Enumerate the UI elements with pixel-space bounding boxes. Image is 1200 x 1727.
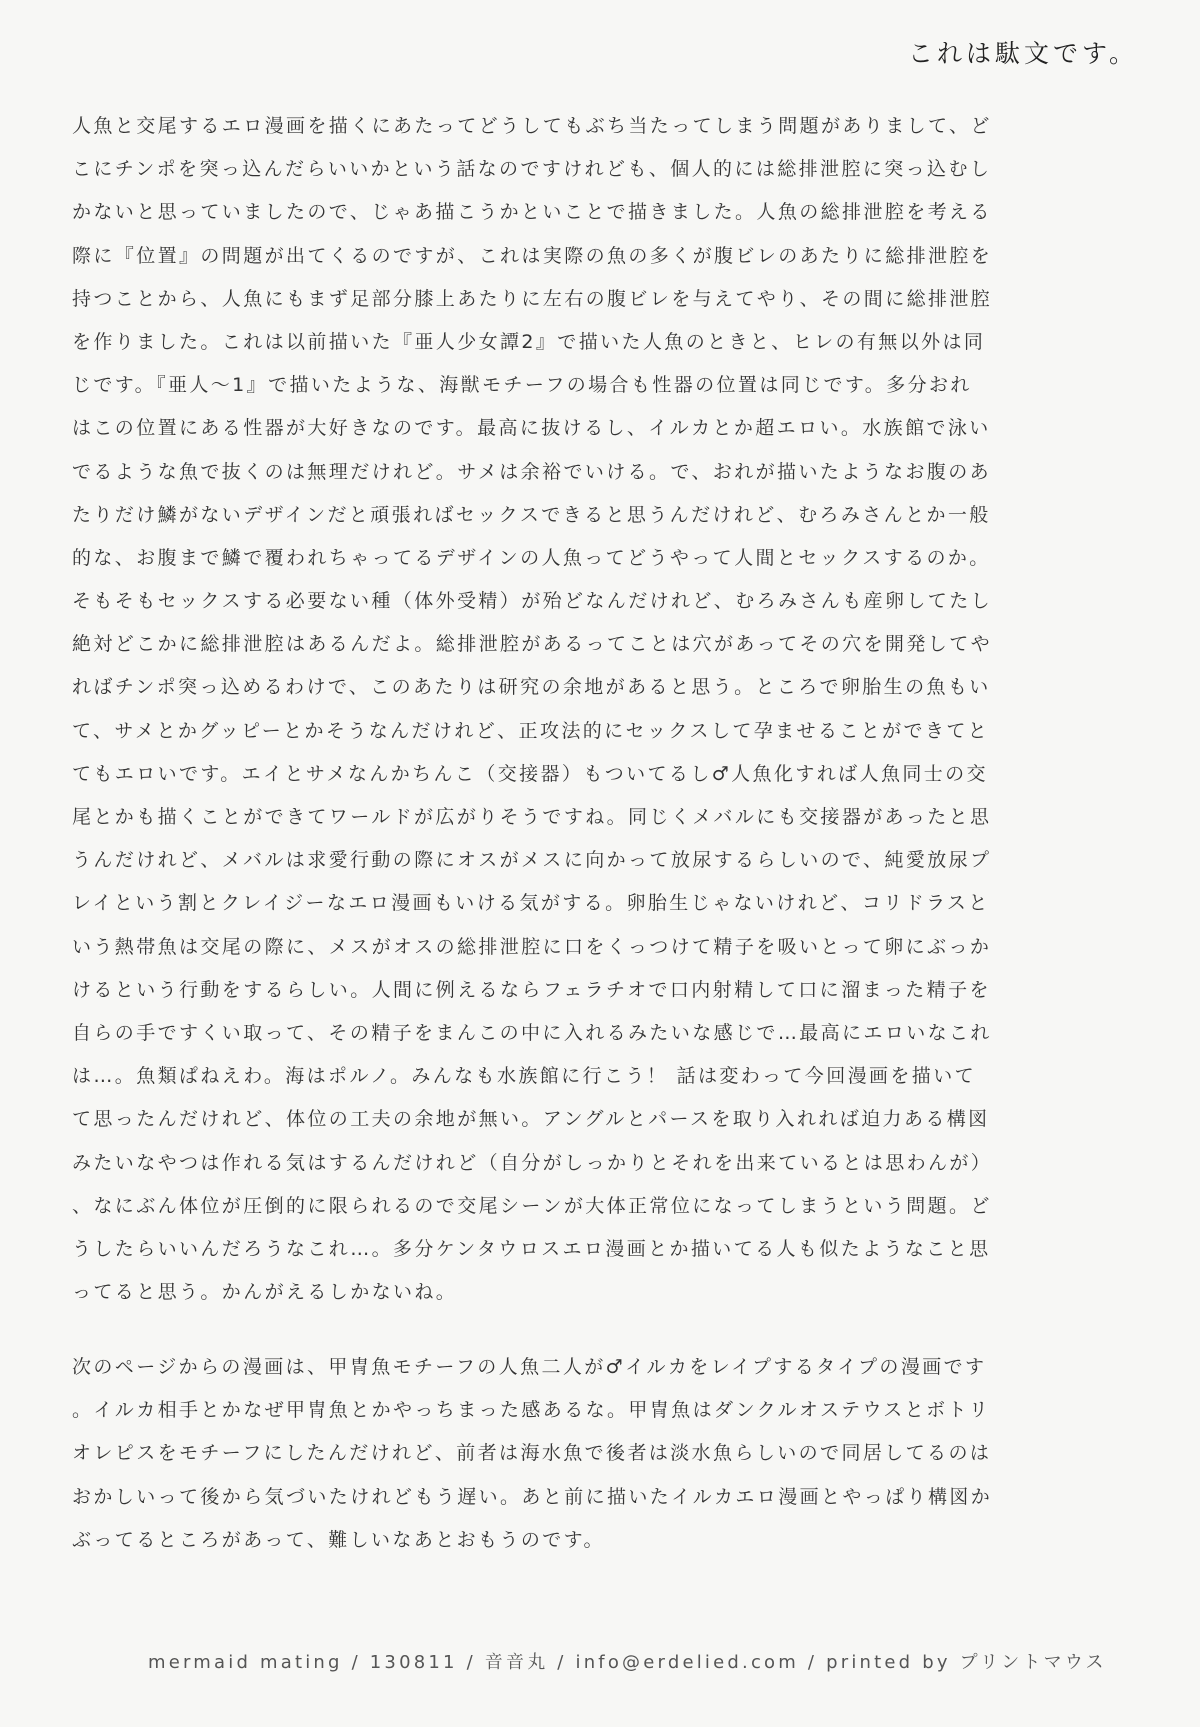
text-line: 絶対どこかに総排泄腔はあるんだよ。総排泄腔があるってことは穴があってその穴を開発してや: [72, 633, 993, 656]
colophon: mermaid mating / 130811 / 音音丸 / info@erdelied.com / printed by プリントマウス: [148, 1652, 1107, 1673]
essay-body: [72, 105, 1138, 1314]
page-title: これは駄文です。: [907, 39, 1138, 68]
text-line: て、サメとかグッピーとかそうなんだけれど、正攻法的にセックスして孕ませることができてと: [72, 719, 990, 742]
text-line: たりだけ鱗がないデザインだと頑張ればセックスできると思うんだけれど、むろみさんとか一般: [72, 503, 991, 526]
text-line: でるような魚で抜くのは無理だけれど。サメは余裕でいける。で、おれが描いたようなお腹のあ: [72, 460, 992, 483]
text-line: おかしいって後から気づいたけれどもう遅い。あと前に描いたイルカエロ漫画とやっぱり構図か: [72, 1485, 993, 1508]
text-line: 。イルカ相手とかなぜ甲冑魚とかやっちまった感あるな。甲冑魚はダンクルオステウスとボトリ: [72, 1399, 991, 1422]
text-line: 持つことから、人魚にもまず足部分膝上あたりに左右の腹ビレを与えてやり、その間に総排泄腔: [72, 287, 993, 310]
text-line: けるという行動をするらしい。人間に例えるならフェラチオで口内射精して口に溜まった精子を: [72, 978, 991, 1001]
text-line: 尾とかも描くことができてワールドが広がりそうですね。同じくメバルにも交接器があったと思: [72, 806, 992, 828]
text-line: レイという割とクレイジーなエロ漫画もいける気がする。卵胎生じゃないけれど、コリドラスと: [72, 892, 990, 915]
text-line: ればチンポ突っ込めるわけで、このあたりは研究の余地があると思う。ところで卵胎生の魚もい: [72, 676, 991, 699]
text-line: かないと思っていましたので、じゃあ描こうかといことで描きました。人魚の総排泄腔を考える: [72, 201, 992, 224]
text-line: ぶってるところがあって、難しいなあとおもうのです。: [72, 1528, 605, 1551]
text-line: て思ったんだけれど、体位の工夫の余地が無い。アングルとパースを取り入れれば迫力ある構図: [72, 1108, 990, 1131]
text-line: はこの位置にある性器が大好きなのです。最高に抜けるし、イルカとか超エロい。水族館で泳い: [72, 417, 991, 440]
text-line: 次のページからの漫画は、甲冑魚モチーフの人魚二人が♂イルカをレイプするタイプの漫画です: [72, 1356, 987, 1378]
text-line: オレピスをモチーフにしたんだけれど、前者は海水魚で後者は淡水魚らしいので同居してるのは: [72, 1442, 992, 1465]
text-line: 自らの手ですくい取って、その精子をまんこの中に入れるみたいな感じで…最高にエロいなこれ: [72, 1021, 992, 1044]
text-line: 人魚と交尾するエロ漫画を描くにあたってどうしてもぶち当たってしまう問題がありまして、ど: [72, 115, 992, 137]
text-line: は…。魚類ぱねえわ。海はポルノ。みんなも水族館に行こう！ 話は変わって今回漫画を描いて: [72, 1065, 977, 1088]
text-line: いう熱帯魚は交尾の際に、メスがオスの総排泄腔に口をくっつけて精子を吸いとって卵にぶっか: [72, 935, 992, 958]
text-line: ってると思う。かんがえるしかないね。: [72, 1281, 458, 1304]
text-line: じです。『亜人〜1』で描いたような、海獣モチーフの場合も性器の位置は同じです。多分おれ: [72, 374, 972, 397]
text-line: 、なにぶん体位が圧倒的に限られるので交尾シーンが大体正常位になってしまうという問題。ど: [72, 1194, 992, 1217]
text-line: そもそもセックスする必要ない種（体外受精）が殆どなんだけれど、むろみさんも産卵してたし: [72, 590, 993, 613]
text-line: うんだけれど、メバルは求愛行動の際にオスがメスに向かって放尿するらしいので、純愛放尿プ: [72, 849, 992, 872]
afterword-note: [72, 1346, 1138, 1562]
text-line: みたいなやつは作れる気はするんだけれど（自分がしっかりとそれを出来ているとは思わんが）: [72, 1151, 993, 1174]
text-line: てもエロいです。エイとサメなんかちんこ（交接器）もついてるし♂人魚化すれば人魚同士の交: [72, 762, 988, 785]
text-line: 際に『位置』の問題が出てくるのですが、これは実際の魚の多くが腹ビレのあたりに総排泄腔を: [72, 244, 993, 267]
text-line: 的な、お腹まで鱗で覆われちゃってるデザインの人魚ってどうやって人間とセックスするのか。: [72, 546, 991, 569]
text-line: こにチンポを突っ込んだらいいかという話なのですけれども、個人的には総排泄腔に突っ込むし: [72, 158, 992, 181]
text-line: を作りました。これは以前描いた『亜人少女譚2』で描いた人魚のときと、ヒレの有無以外は同: [72, 330, 986, 353]
text-line: うしたらいいんだろうなこれ…。多分ケンタウロスエロ漫画とか描いてる人も似たようなこと思: [72, 1237, 991, 1260]
